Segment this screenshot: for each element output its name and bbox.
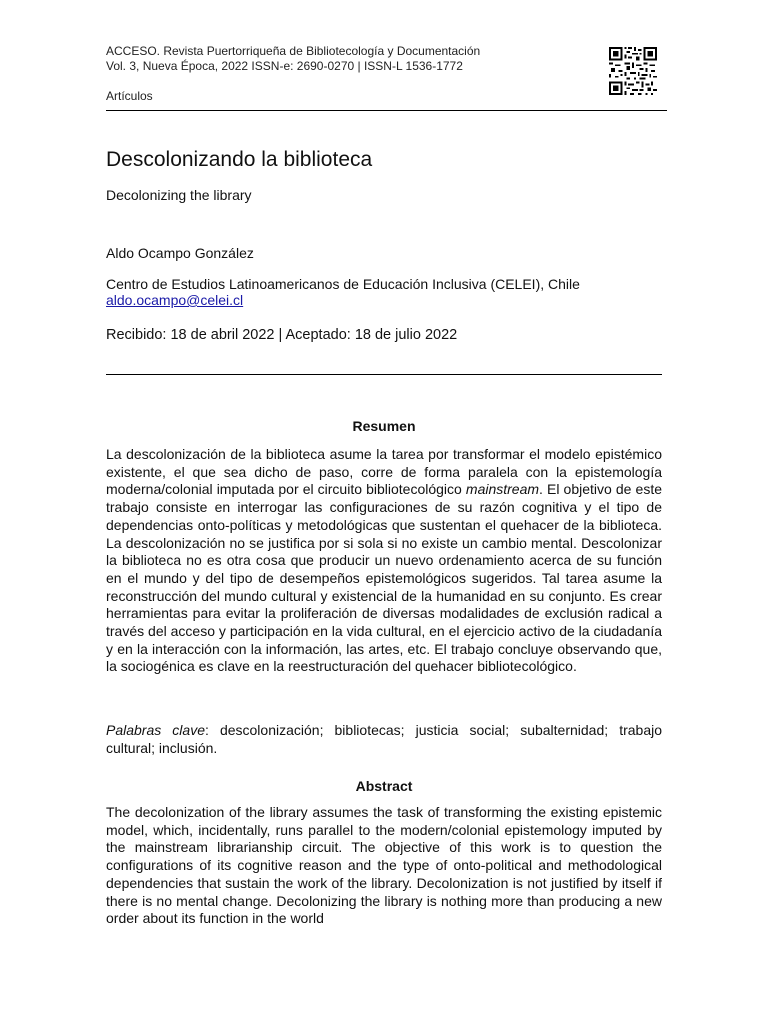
resumen-paragraph: [106, 446, 662, 676]
author-email-link[interactable]: aldo.ocampo@celei.cl: [106, 292, 244, 308]
section-divider: [106, 374, 662, 375]
resumen-text-2: . El objetivo de este trabajo consiste en interrogar las configuraciones de su razón cognitiva y el tipo de dependencias onto-políticas y metodológicas que sustentan el quehacer de la biblioteca. La descolonización no se justifica por si sola si no existe un cambio mental. Descolonizar la biblioteca no es otra cosa que producir un nuevo ordenamiento acerca de su función en el mundo y del tipo de desempeños epistemológicos sugeridos. Tal tarea asume la reconstrucción del mundo cultural y existencial de la humanidad en su conjunto. Es crear herramientas para evitar la proliferación de diversas modalidades de exclusión radical a través del acceso y participación en la vida cultural, en el ejercicio activo de la ciudadanía y en la interacción con la información, las artes, etc. El trabajo concluye observando que, la sociogénica es clave en la reestructuración del quehacer bibliotecológico.: [106, 481, 662, 675]
qr-code-icon: [609, 47, 657, 95]
journal-issue: Vol. 3, Nueva Época, 2022 ISSN-e: 2690-0270 | ISSN-L 1536-1772: [106, 59, 463, 73]
keywords-label: Palabras clave: [106, 722, 205, 738]
article-subtitle: Decolonizing the library: [106, 187, 252, 203]
header-divider: [106, 110, 667, 111]
article-title: Descolonizando la biblioteca: [106, 148, 373, 171]
keywords-paragraph: [106, 722, 662, 757]
journal-header: [106, 44, 666, 104]
resumen-heading: Resumen: [352, 418, 416, 434]
keywords-list: : descolonización; bibliotecas; justicia social; subalternidad; trabajo cultural; inclusión.: [106, 722, 663, 756]
author-name: Aldo Ocampo González: [106, 245, 254, 261]
abstract-paragraph: The decolonization of the library assumes the task of transforming the existing epistemic model, which, incidentally, runs parallel to the modern/colonial epistemology imputed by the mainstream librarianship circuit. The objective of this work is to question the configurations of its cognitive reason and the type of onto-political and methodological dependencies that sustain the work of the library. Decolonization is not justified by itself if there is no mental change. Decolonizing the library is nothing more than producing a new order about its function in the world: [106, 804, 662, 927]
section-label: Artículos: [106, 89, 153, 103]
received-accepted-dates: Recibido: 18 de abril 2022 | Aceptado: 18 de julio 2022: [106, 327, 458, 343]
abstract-heading: Abstract: [355, 778, 413, 794]
journal-name: ACCESO. Revista Puertorriqueña de Bibliotecología y Documentación: [106, 44, 481, 58]
resumen-text-emphasis: mainstream: [465, 481, 540, 498]
resumen-text-1: La descolonización de la biblioteca asume la tarea por transformar el modelo epistémico existente, el que sea dicho de paso, corre de forma paralela con la epistemología moderna/colonial imputada por el circuito bibliotecológico: [106, 446, 662, 498]
author-affiliation: Centro de Estudios Latinoamericanos de Educación Inclusiva (CELEI), Chile: [106, 276, 580, 292]
